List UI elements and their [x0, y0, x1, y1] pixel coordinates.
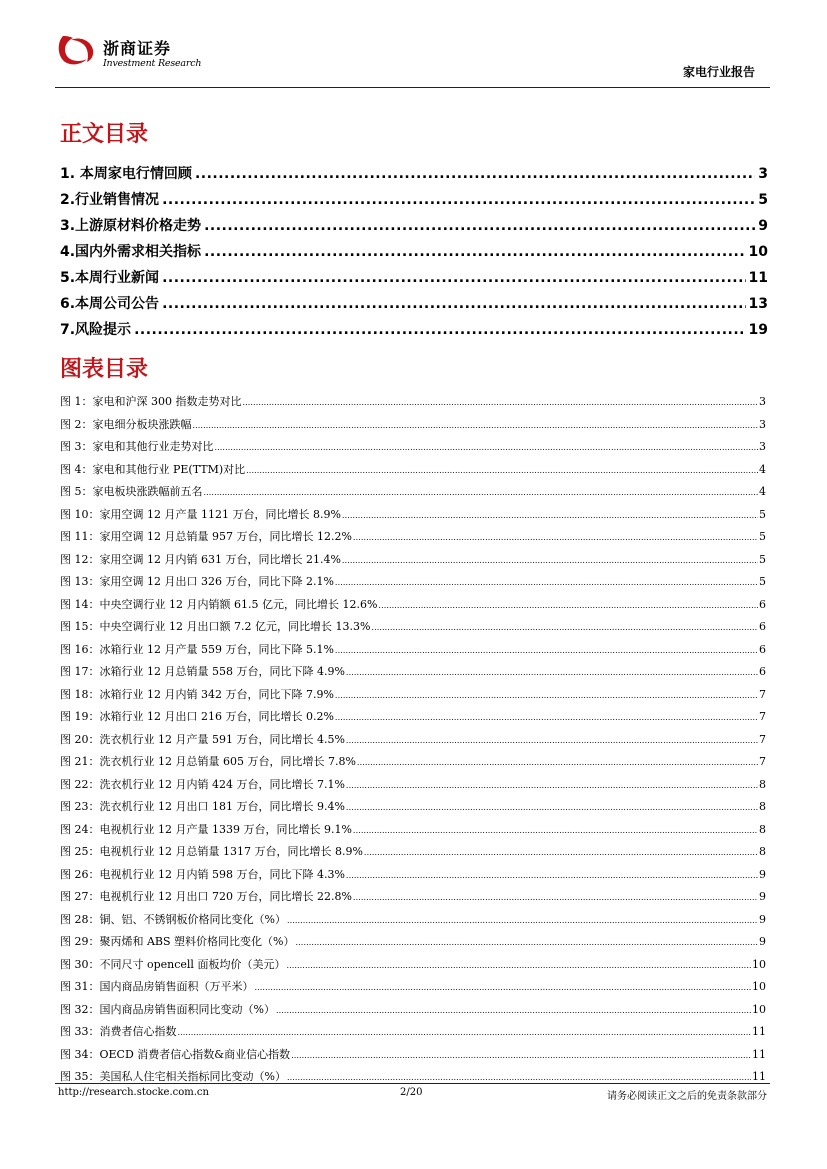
- toc-item[interactable]: [60, 189, 768, 209]
- figure-item[interactable]: [60, 776, 766, 792]
- figure-item-page: 11: [752, 1070, 766, 1083]
- figure-item-label: 图 26：电视机行业 12 月内销 598 万台，同比下降 4.3%: [60, 867, 345, 881]
- toc-item[interactable]: [60, 241, 768, 261]
- figure-item-label: 图 10：家用空调 12 月产量 1121 万台，同比增长 8.9%: [60, 507, 341, 521]
- toc-item-label: 7.风险提示: [60, 322, 132, 338]
- figure-item[interactable]: [60, 1046, 766, 1062]
- figure-item-label: 图 18：冰箱行业 12 月内销 342 万台，同比下降 7.9%: [60, 687, 334, 701]
- figure-item-label: 图 15：中央空调行业 12 月出口额 7.2 亿元，同比增长 13.3%: [60, 620, 371, 633]
- figure-item[interactable]: [60, 978, 766, 994]
- figure-item-label: 图 30：不同尺寸 opencell 面板均价（美元）: [60, 957, 286, 971]
- brand-name-en: Investment Research: [103, 58, 202, 69]
- figure-item-label: 图 31：国内商品房销售面积（万平米）: [60, 980, 254, 993]
- toc-item-label: 5.本周行业新闻: [60, 270, 160, 286]
- figures-title: 图表目录: [60, 357, 149, 382]
- figure-item-page: 9: [759, 912, 766, 926]
- toc-item[interactable]: [60, 319, 768, 339]
- figure-item[interactable]: [60, 506, 766, 522]
- figure-item[interactable]: [60, 528, 766, 544]
- brand-logo-icon: [55, 32, 95, 66]
- page-number: 2/20: [400, 1087, 423, 1098]
- toc-item[interactable]: [60, 215, 768, 235]
- figure-item-page: 3: [759, 440, 766, 453]
- figure-item[interactable]: [60, 1001, 766, 1017]
- figure-item[interactable]: [60, 663, 766, 679]
- figure-item-label: 图 11：家用空调 12 月总销量 957 万台，同比增长 12.2%: [60, 530, 352, 543]
- figure-item-label: 图 4：家电和其他行业 PE(TTM)对比: [60, 462, 246, 476]
- figure-item-label: 图 25：电视机行业 12 月总销量 1317 万台，同比增长 8.9%: [60, 845, 363, 858]
- figure-item-page: 6: [759, 597, 766, 611]
- figure-item-page: 10: [752, 1002, 766, 1016]
- figure-item-label: 图 28：铜、铝、不锈钢板价格同比变化（%）: [60, 912, 286, 926]
- figure-item-page: 8: [759, 800, 766, 813]
- figure-item-page: 6: [759, 642, 766, 656]
- figure-item[interactable]: [60, 1068, 766, 1084]
- figure-item-label: 图 24：电视机行业 12 月产量 1339 万台，同比增长 9.1%: [60, 822, 352, 836]
- figure-item-label: 图 5：家电板块涨跌幅前五名: [60, 485, 203, 498]
- figure-item-page: 3: [759, 395, 766, 408]
- header-divider: [55, 87, 770, 88]
- figure-item[interactable]: [60, 911, 766, 927]
- figure-item-label: 图 14：中央空调行业 12 月内销额 61.5 亿元，同比增长 12.6%: [60, 597, 378, 611]
- figure-item-label: 图 32：国内商品房销售面积同比变动（%）: [60, 1002, 275, 1016]
- figure-item-page: 10: [752, 957, 766, 971]
- figure-item[interactable]: [60, 551, 766, 567]
- toc-item[interactable]: [60, 293, 768, 313]
- figure-item-page: 5: [759, 552, 766, 566]
- figure-item[interactable]: [60, 821, 766, 837]
- toc-item-label: 6.本周公司公告: [60, 296, 160, 312]
- figure-item-page: 8: [759, 822, 766, 836]
- toc-item-label: 1. 本周家电行情回顾: [60, 166, 192, 182]
- figure-item[interactable]: [60, 438, 766, 454]
- brand-name-cn: 浙商证券: [103, 39, 172, 58]
- figure-item-page: 5: [759, 530, 766, 543]
- footer-disclaimer: 请务必阅读正文之后的免责条款部分: [607, 1091, 767, 1102]
- figure-item-page: 8: [759, 845, 766, 858]
- figure-item[interactable]: [60, 393, 766, 409]
- figure-item-label: 图 35：美国私人住宅相关指标同比变动（%）: [60, 1070, 286, 1083]
- footer-url[interactable]: http://research.stocke.com.cn: [58, 1087, 209, 1098]
- figure-item-label: 图 23：洗衣机行业 12 月出口 181 万台，同比增长 9.4%: [60, 800, 345, 813]
- toc-item-label: 2.行业销售情况: [60, 192, 160, 208]
- figure-item[interactable]: [60, 483, 766, 499]
- figure-item[interactable]: [60, 933, 766, 949]
- figure-item-page: 10: [752, 980, 766, 993]
- figure-item[interactable]: [60, 641, 766, 657]
- figure-item-page: 7: [759, 710, 766, 723]
- toc-item-page: 11: [748, 270, 768, 286]
- toc-item-page: 3: [758, 166, 768, 182]
- figure-item-label: 图 12：家用空调 12 月内销 631 万台，同比增长 21.4%: [60, 552, 341, 566]
- figure-item-page: 4: [759, 462, 766, 476]
- page-header: [55, 30, 770, 88]
- figure-item-page: 6: [759, 665, 766, 678]
- figure-item[interactable]: [60, 461, 766, 477]
- figure-item-page: 9: [759, 867, 766, 881]
- figure-item-page: 4: [759, 485, 766, 498]
- figure-item-label: 图 3：家电和其他行业走势对比: [60, 440, 214, 453]
- figure-item-page: 11: [752, 1047, 766, 1061]
- figure-item-label: 图 19：冰箱行业 12 月出口 216 万台，同比增长 0.2%: [60, 710, 334, 723]
- figure-item-label: 图 20：洗衣机行业 12 月产量 591 万台，同比增长 4.5%: [60, 732, 345, 746]
- figure-item-page: 7: [759, 755, 766, 768]
- figure-item-page: 7: [759, 687, 766, 701]
- figure-item[interactable]: [60, 686, 766, 702]
- figure-item-label: 图 34：OECD 消费者信心指数&商业信心指数: [60, 1047, 291, 1061]
- figure-item[interactable]: [60, 573, 766, 589]
- figure-item[interactable]: [60, 753, 766, 769]
- toc-item[interactable]: [60, 163, 768, 183]
- toc-item-label: 4.国内外需求相关指标: [60, 244, 202, 260]
- figure-item-label: 图 29：聚丙烯和 ABS 塑料价格同比变化（%）: [60, 935, 295, 948]
- figure-item[interactable]: [60, 798, 766, 814]
- report-type: 家电行业报告: [682, 65, 755, 79]
- figure-item[interactable]: [60, 866, 766, 882]
- toc-item-page: 9: [758, 218, 768, 234]
- figure-item-label: 图 17：冰箱行业 12 月总销量 558 万台，同比下降 4.9%: [60, 665, 345, 678]
- figure-item[interactable]: [60, 731, 766, 747]
- toc-item-page: 5: [758, 192, 768, 208]
- figure-item-page: 9: [759, 935, 766, 948]
- figure-item[interactable]: [60, 956, 766, 972]
- toc-item[interactable]: [60, 267, 768, 287]
- figure-item[interactable]: [60, 416, 766, 432]
- figure-item-page: 5: [759, 507, 766, 521]
- figure-item-page: 11: [752, 1025, 766, 1038]
- figure-item[interactable]: [60, 596, 766, 612]
- figure-item-page: 8: [759, 777, 766, 791]
- figure-item-page: 9: [759, 890, 766, 903]
- toc-title: 正文目录: [60, 122, 149, 147]
- figure-item[interactable]: [60, 618, 766, 634]
- figure-item-label: 图 22：洗衣机行业 12 月内销 424 万台，同比增长 7.1%: [60, 777, 345, 791]
- toc-item-page: 10: [748, 244, 768, 260]
- figure-item[interactable]: [60, 843, 766, 859]
- figure-item[interactable]: [60, 708, 766, 724]
- figure-item-label: 图 16：冰箱行业 12 月产量 559 万台，同比下降 5.1%: [60, 642, 334, 656]
- figure-item-page: 3: [759, 417, 766, 431]
- figure-item-label: 图 1：家电和沪深 300 指数走势对比: [60, 395, 242, 408]
- toc-item-label: 3.上游原材料价格走势: [60, 218, 202, 234]
- figure-item-label: 图 2：家电细分板块涨跌幅: [60, 417, 192, 431]
- figure-item-label: 图 33：消费者信心指数: [60, 1025, 177, 1038]
- figure-item-page: 7: [759, 732, 766, 746]
- figure-item[interactable]: [60, 1023, 766, 1039]
- figure-item-page: 5: [759, 575, 766, 588]
- figure-item[interactable]: [60, 888, 766, 904]
- footer-divider: [55, 1083, 770, 1084]
- figure-item-page: 6: [759, 620, 766, 633]
- figure-item-label: 图 21：洗衣机行业 12 月总销量 605 万台，同比增长 7.8%: [60, 755, 356, 768]
- toc-item-page: 19: [748, 322, 768, 338]
- figure-item-label: 图 13：家用空调 12 月出口 326 万台，同比下降 2.1%: [60, 575, 334, 588]
- toc-item-page: 13: [748, 296, 768, 312]
- figure-item-label: 图 27：电视机行业 12 月出口 720 万台，同比增长 22.8%: [60, 890, 352, 903]
